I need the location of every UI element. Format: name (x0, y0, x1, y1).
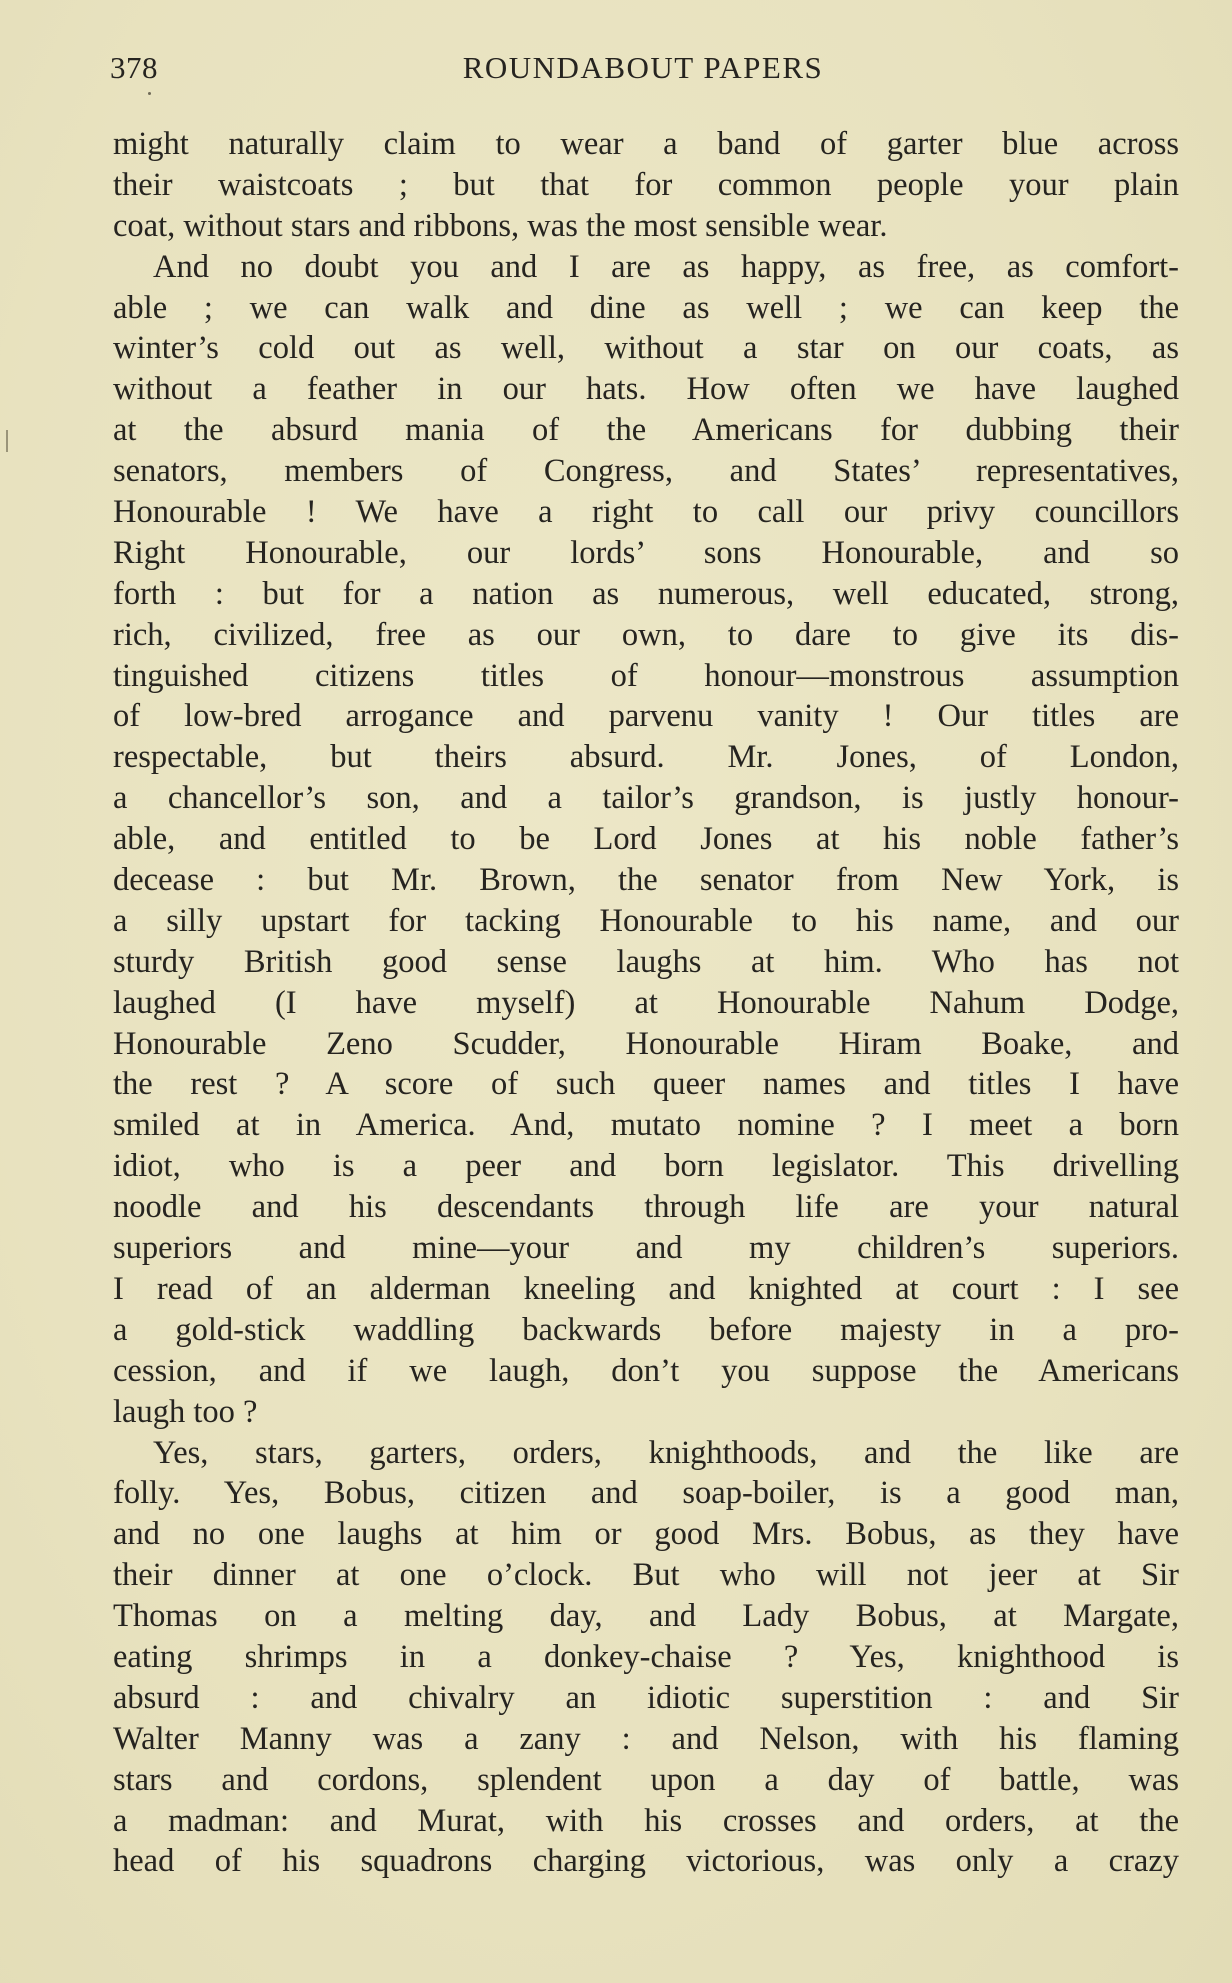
text-line: laugh too ? (113, 1393, 258, 1430)
text-line: tinguished citizens titles of honour—monstrous assumption (113, 657, 1179, 694)
text-line: a madman: and Murat, with his crosses and orders, at the (113, 1802, 1179, 1839)
text-line: winter’s cold out as well, without a star on our coats, as (113, 330, 1179, 367)
text-line: sturdy British good sense laughs at him. Who has not (113, 943, 1179, 980)
text-line: a silly upstart for tacking Honourable to his name, and our (113, 902, 1179, 939)
text-line: without a feather in our hats. How often we have laughed (113, 371, 1179, 408)
text-line: Walter Manny was a zany : and Nelson, with his flaming (113, 1720, 1179, 1757)
text-line: And no doubt you and I are as happy, as free, as comfort- (153, 248, 1179, 285)
body-text (113, 124, 1179, 1882)
text-line: a gold-stick waddling backwards before majesty in a pro- (113, 1311, 1179, 1348)
text-line: I read of an alderman kneeling and knighted at court : I see (113, 1270, 1179, 1307)
text-line: forth : but for a nation as numerous, well educated, strong, (113, 575, 1179, 612)
running-title: ROUNDABOUT PAPERS (462, 50, 824, 85)
text-line: Honourable ! We have a right to call our privy councillors (113, 494, 1179, 531)
text-line: noodle and his descendants through life are your natural (113, 1189, 1179, 1226)
text-line: cession, and if we laugh, don’t you suppose the Americans (113, 1352, 1179, 1389)
text-line: and no one laughs at him or good Mrs. Bobus, as they have (113, 1516, 1179, 1553)
text-line: senators, members of Congress, and States’ representatives, (113, 453, 1179, 490)
page-header (110, 50, 1176, 94)
text-line: at the absurd mania of the Americans for dubbing their (113, 412, 1179, 449)
text-line: eating shrimps in a donkey-chaise ? Yes, knighthood is (113, 1638, 1179, 1675)
text-line: able, and entitled to be Lord Jones at his noble father’s (113, 821, 1179, 858)
text-line: coat, without stars and ribbons, was the most sensible wear. (113, 207, 888, 244)
text-line: of low-bred arrogance and parvenu vanity ! Our titles are (113, 698, 1179, 735)
text-line: idiot, who is a peer and born legislator. This drivelling (113, 1148, 1179, 1185)
text-line: Thomas on a melting day, and Lady Bobus, at Margate, (113, 1598, 1179, 1635)
text-line: respectable, but theirs absurd. Mr. Jones, of London, (113, 739, 1179, 776)
text-line: their dinner at one o’clock. But who will not jeer at Sir (113, 1557, 1179, 1594)
text-line: rich, civilized, free as our own, to dare to give its dis- (113, 616, 1179, 653)
margin-mark (6, 430, 8, 452)
text-line: laughed (I have myself) at Honourable Nahum Dodge, (113, 984, 1179, 1021)
text-line: folly. Yes, Bobus, citizen and soap-boiler, is a good man, (113, 1475, 1179, 1512)
text-line: Honourable Zeno Scudder, Honourable Hiram Boake, and (113, 1025, 1179, 1062)
text-line: smiled at in America. And, mutato nomine ? I meet a born (113, 1107, 1179, 1144)
text-line: superiors and mine—your and my children’s superiors. (113, 1230, 1179, 1267)
text-line: their waistcoats ; but that for common people your plain (113, 166, 1179, 203)
text-line: a chancellor’s son, and a tailor’s grandson, is justly honour- (113, 780, 1179, 817)
text-line: might naturally claim to wear a band of garter blue across (113, 126, 1179, 162)
text-line: able ; we can walk and dine as well ; we can keep the (113, 289, 1179, 326)
text-line: the rest ? A score of such queer names and titles I have (113, 1066, 1179, 1103)
print-speck (148, 92, 151, 95)
text-line: decease : but Mr. Brown, the senator from New York, is (113, 862, 1179, 899)
text-line: stars and cordons, splendent upon a day of battle, was (113, 1761, 1179, 1798)
text-line: Right Honourable, our lords’ sons Honourable, and so (113, 534, 1179, 571)
text-line: absurd : and chivalry an idiotic superstition : and Sir (113, 1679, 1179, 1716)
text-line: head of his squadrons charging victorious, was only a crazy (113, 1843, 1179, 1880)
page-number: 378 (110, 50, 158, 85)
text-line: Yes, stars, garters, orders, knighthoods, and the like are (153, 1434, 1179, 1471)
